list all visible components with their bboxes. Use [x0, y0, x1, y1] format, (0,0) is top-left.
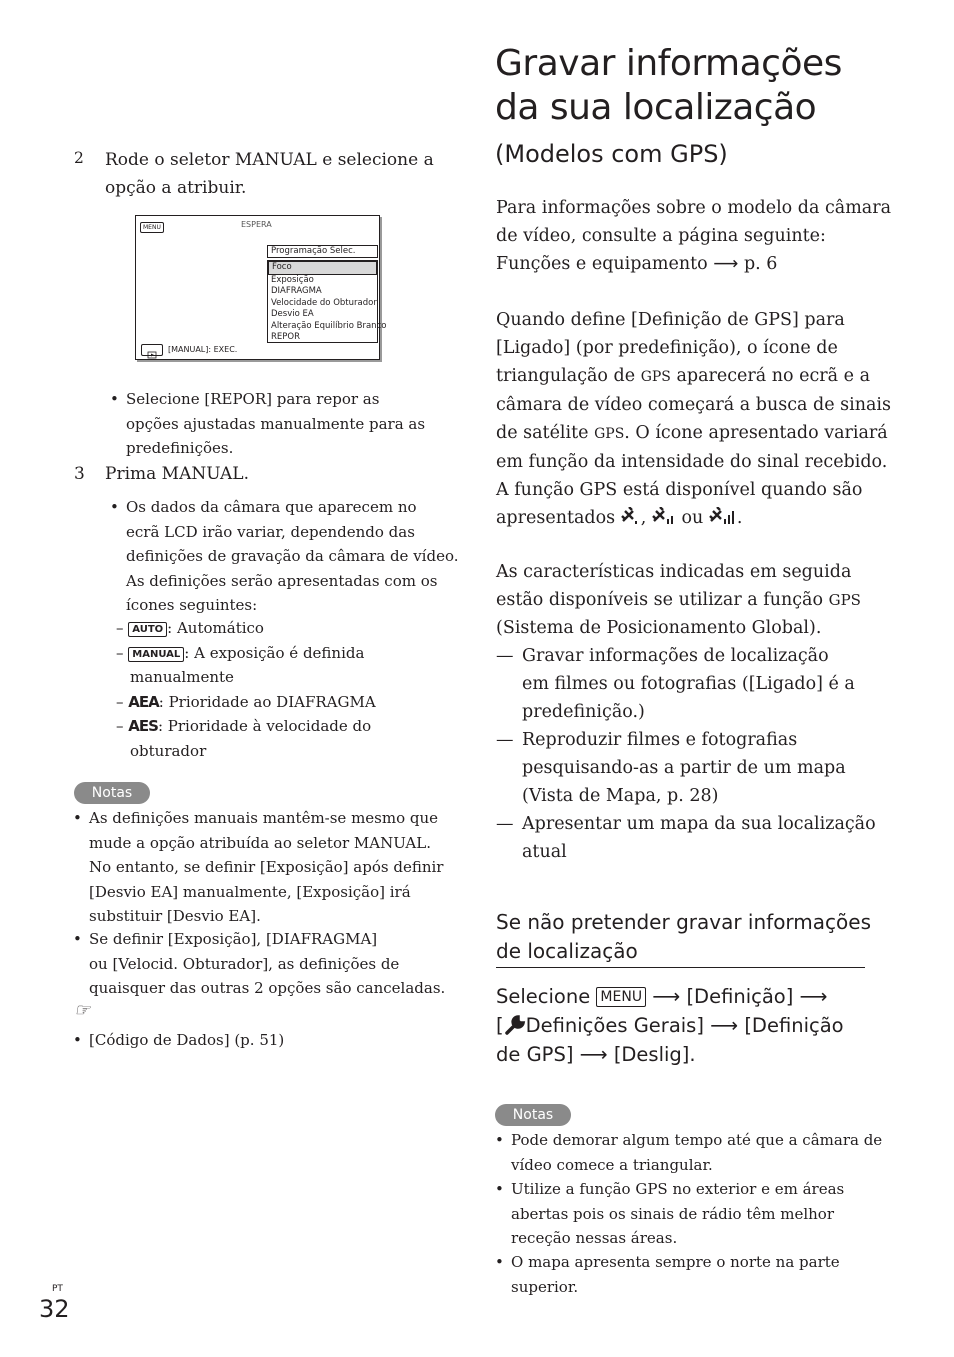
para-line: As características indicadas em seguida [496, 562, 852, 582]
menu-key: MENU [596, 987, 646, 1007]
satellite-signal-medium-icon [652, 507, 676, 525]
feature-line: pesquisando-as a partir de um mapa [522, 758, 846, 778]
screen-bottom-label: [MANUAL]: EXEC. [168, 345, 238, 354]
screen-menu-button: MENU [140, 222, 164, 233]
para-line: A função GPS está disponível quando são [496, 480, 863, 500]
feature-line: (Vista de Mapa, p. 28) [522, 786, 719, 806]
feature-line: Reproduzir filmes e fotografias [522, 730, 798, 750]
screen-option: Velocidade do Obturador [271, 297, 377, 308]
bullet-line: As definições serão apresentadas com os [126, 571, 438, 590]
para-text: aparecerá no ecrã e a [676, 366, 871, 386]
dash: – [116, 692, 124, 711]
instr-text: de GPS] [496, 1043, 574, 1066]
para-line [496, 419, 891, 448]
dash: — [496, 814, 514, 834]
instr-line [496, 1040, 876, 1069]
reference-item [73, 1028, 285, 1053]
satellite-signal-strong-icon [709, 507, 737, 525]
note-line: [Desvio EA] manualmente, [Exposição] irá [89, 882, 411, 901]
arrow-right-icon: ⟶ [799, 985, 828, 1008]
bullet-dot: • [73, 809, 82, 827]
icon-item-text: : Prioridade ao DIAFRAGMA [158, 692, 376, 711]
bullet-line: ícones seguintes: [126, 596, 258, 614]
bullet-line: definições de gravação da câmara de vídeo. [126, 547, 459, 565]
para-text: . [736, 508, 743, 528]
para-line [496, 250, 891, 278]
section-divider [496, 967, 865, 968]
para-line [496, 362, 891, 391]
note-line: As definições manuais mantêm-se mesmo que [89, 809, 439, 827]
aperture-priority-icon: AEA [128, 692, 159, 711]
language-code: PT [52, 1284, 63, 1294]
playback-icon [141, 344, 163, 356]
arrow-right-icon: ⟶ [652, 985, 681, 1008]
screen-option-selected: Foco [268, 261, 377, 275]
bullet-repor [110, 387, 426, 461]
section-heading-line: Se não pretender gravar informações [496, 910, 871, 934]
arrow-right-icon: ⟶ [710, 1014, 739, 1037]
notes-label: Notas [495, 1104, 571, 1126]
instr-text: Selecione [496, 985, 591, 1008]
note-line: No entanto, se definir [Exposição] após definir [89, 858, 444, 876]
page-title-line: da sua localização [495, 87, 817, 128]
feature-item [496, 810, 876, 866]
step-2-number: 2 [74, 149, 84, 167]
feature-line: em filmes ou fotografias ([Ligado] é a [522, 674, 855, 694]
notes-label: Notas [74, 782, 150, 804]
screen-option: Exposição [271, 274, 314, 285]
auto-mode-icon: AUTO [128, 622, 167, 637]
bullet-dot: • [495, 1253, 504, 1271]
feature-item [496, 642, 876, 726]
para-text: , [640, 508, 647, 528]
note-line: ou [Velocid. Obturador], as definições de [89, 954, 400, 973]
page-ref[interactable]: p. 6 [743, 254, 778, 274]
bullet-dot: • [495, 1131, 504, 1149]
page-number: 32 [39, 1295, 70, 1323]
gps-icon: GPS [594, 426, 625, 442]
satellite-signal-icon [621, 507, 641, 525]
bullet-line: opções ajustadas manualmente para as [126, 414, 426, 433]
bullet-line: Os dados da câmara que aparecem no [126, 498, 417, 516]
section-heading [496, 908, 871, 966]
shutter-priority-icon: AES [128, 717, 158, 735]
step-2-text [105, 146, 434, 202]
list-header-label: Programação Selec. [271, 246, 356, 256]
para-line [496, 586, 861, 614]
para-line: câmara de vídeo começará a busca de sinais [496, 395, 891, 415]
note-3 [495, 1250, 840, 1299]
para-line: (Sistema de Posicionamento Global). [496, 618, 822, 638]
intro-paragraph [496, 194, 891, 278]
bullet-line: ecrã LCD irão variar, dependendo das [126, 522, 415, 541]
para-line: Para informações sobre o modelo da câmara [496, 198, 892, 218]
section-heading-line: de localização [496, 939, 638, 963]
arrow-right-icon: ⟶ [713, 254, 739, 274]
dash: – [116, 643, 124, 662]
instr-line [496, 982, 876, 1011]
gps-icon: GPS [828, 591, 861, 609]
feature-line: atual [522, 842, 567, 862]
feature-line: predefinição.) [522, 702, 645, 722]
bullet-line: predefinições. [126, 439, 234, 457]
note-line: Pode demorar algum tempo até que a câmara de [511, 1131, 883, 1149]
note-line: quaisquer das outras 2 opções são canceladas. [89, 979, 446, 997]
icon-item-text-cont: manualmente [130, 668, 234, 686]
gps-paragraph [496, 306, 891, 532]
bullet-dot: • [110, 390, 119, 408]
bullet-dot: • [110, 498, 119, 516]
note-line: mude a opção atribuída ao seletor MANUAL. [89, 833, 431, 852]
note-line: vídeo comece a triangular. [511, 1155, 713, 1174]
link-text: Funções e equipamento [496, 254, 708, 274]
icon-item-text: : A exposição é definida [184, 643, 365, 662]
instr-text: Definições Gerais] [525, 1014, 704, 1037]
instr-line [496, 1011, 876, 1040]
manual-mode-icon: MANUAL [128, 647, 184, 662]
dash: — [496, 646, 514, 666]
icon-item-auto [116, 616, 456, 641]
note-line: Se definir [Exposição], [DIAFRAGMA] [89, 930, 378, 948]
note-2 [73, 927, 446, 1001]
instr-text: [Deslig]. [613, 1043, 696, 1066]
screen-option: REPOR [271, 332, 300, 342]
icon-item-text: : Prioridade à velocidade do [157, 717, 372, 735]
arrow-right-icon: ⟶ [579, 1043, 608, 1066]
screen-list-header [267, 245, 378, 258]
dash: — [496, 730, 514, 750]
icon-item-aperture [116, 690, 456, 715]
para-line: em função da intensidade do sinal recebido. [496, 452, 888, 472]
note-line: substituir [Desvio EA]. [89, 907, 261, 925]
para-text: de satélite [496, 423, 589, 443]
step-2-line: Rode o seletor MANUAL e selecione a [105, 150, 434, 170]
wrench-icon [504, 1015, 526, 1035]
icon-list [116, 616, 456, 763]
note-1 [73, 806, 444, 929]
screen-option: DIAFRAGMA [271, 286, 322, 296]
note-2 [495, 1177, 845, 1251]
instr-text: [ [496, 1014, 504, 1037]
step-3-number: 3 [74, 464, 85, 484]
bullet-dot: • [73, 930, 82, 948]
para-line: de vídeo, consulte a página seguinte: [496, 226, 826, 246]
dash: – [116, 717, 124, 735]
para-text: triangulação de [496, 366, 636, 386]
para-line [496, 504, 891, 532]
dash: – [116, 619, 124, 637]
bullet-dados [110, 495, 459, 618]
para-line: [Ligado] (por predefinição), o ícone de [496, 338, 838, 358]
para-text: ou [681, 508, 704, 528]
feature-line: Apresentar um mapa da sua localização [522, 814, 876, 834]
note-line: abertas pois os sinais de rádio têm melhor [511, 1204, 834, 1223]
reference-icon: ☞ [74, 1000, 91, 1021]
bullet-dot: • [495, 1180, 504, 1198]
screen-status: ESPERA [241, 220, 272, 229]
features-list [496, 642, 876, 866]
reference-link[interactable]: [Código de Dados] (p. 51) [89, 1031, 285, 1049]
note-line: Utilize a função GPS no exterior e em áreas [511, 1180, 845, 1198]
note-1 [495, 1128, 883, 1177]
instr-text: [Definição [744, 1014, 844, 1037]
icon-item-text-cont: obturador [130, 741, 207, 760]
icon-item-shutter [116, 714, 456, 739]
step-2-line: opção a atribuir. [105, 178, 247, 198]
para-text: apresentados [496, 508, 616, 528]
bullet-line: Selecione [REPOR] para repor as [126, 390, 380, 408]
para-text: . O ícone apresentado variará [624, 423, 888, 443]
note-line: superior. [511, 1277, 579, 1296]
menu-instruction [496, 982, 876, 1069]
feature-item [496, 726, 876, 810]
page-title [495, 42, 842, 130]
feature-line: Gravar informações de localização [522, 646, 829, 666]
features-paragraph [496, 558, 861, 642]
screen-option: Desvio EA [271, 309, 314, 319]
camera-screen [135, 215, 387, 360]
step-3-text: Prima MANUAL. [105, 464, 249, 484]
instr-text: [Definição] [686, 985, 794, 1008]
icon-item-manual [116, 641, 456, 666]
gps-triangulation-icon: GPS [640, 369, 671, 385]
note-line: receção nessas áreas. [511, 1229, 678, 1247]
screen-option-list [267, 260, 387, 343]
icon-item-text: : Automático [167, 619, 264, 637]
page-subtitle: (Modelos com GPS) [495, 140, 728, 168]
bullet-dot: • [73, 1031, 82, 1049]
page-title-line: Gravar informações [495, 43, 842, 84]
para-line: Quando define [Definição de GPS] para [496, 310, 845, 330]
screen-option: Alteração Equilíbrio Branco [271, 320, 387, 331]
para-text: estão disponíveis se utilizar a função [496, 590, 824, 610]
note-line: O mapa apresenta sempre o norte na parte [511, 1253, 840, 1271]
